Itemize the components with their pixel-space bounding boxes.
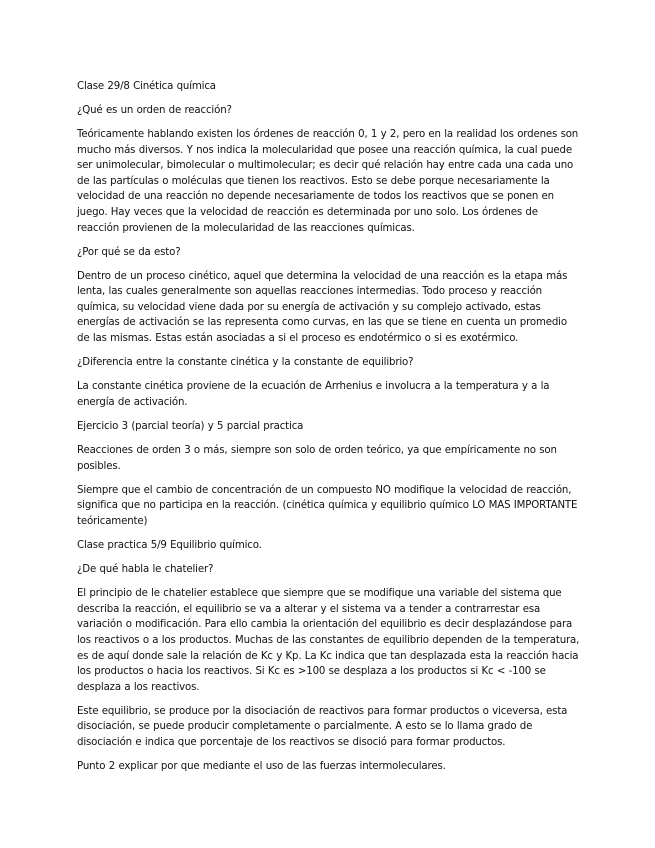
section-title: Clase practica 5/9 Equilibrio químico. bbox=[77, 540, 262, 552]
exercise-heading: Ejercicio 3 (parcial teoría) y 5 parcial practica bbox=[77, 421, 304, 433]
paragraph: El principio de le chatelier establece que siempre que se modifique una variable del sistema que describa la reacción, el equilibrio se va a alterar y el sistema va a tender a contrarrestar esa variación o modificación. Para ello cambia la orientación del equilibrio es decir desplazándose para los reactivos o a los productos. Muchas de las constantes de equilibrio dependen de la temperatura, es de aquí donde sale la relación de Kc y Kp. La Kc indica que tan desplazada esta la reacción hacia los productos o hacia los reactivos. Si Kc es >100 se desplaza a los productos si Kc < -100 se desplaza a los reactivos. bbox=[77, 588, 580, 693]
section-title: Clase 29/8 Cinética química bbox=[77, 81, 216, 92]
paragraph: Teóricamente hablando existen los órdenes de reacción 0, 1 y 2, pero en la realidad los ordenes son mucho más diversos. Y nos indica la molecularidad que posee una reacción química, la cual puede ser unimolecular, bimolecular o multimolecular; es decir qué relación hay entre cada una cada uno de las partículas o moléculas que tienen los reactivos. Esto se debe porque necesariamente la velocidad de una reacción no depende necesariamente de todos los reactivos que se ponen en juego. Hay veces que la velocidad de reacción es determinada por uno solo. Los órdenes de reacción provienen de la molecularidad de las reacciones químicas. bbox=[77, 128, 579, 234]
paragraph: Reacciones de orden 3 o más, siempre son solo de orden teórico, ya que empíricamente no son posibles. bbox=[77, 445, 557, 472]
document-body bbox=[77, 79, 582, 783]
question-heading: ¿Qué es un orden de reacción? bbox=[77, 104, 232, 116]
paragraph: Siempre que el cambio de concentración de un compuesto NO modifique la velocidad de reacción, significa que no participa en la reacción. (cinética química y equilibrio químico LO MAS IMPORTANTE teóricamente) bbox=[77, 484, 578, 527]
question-heading: ¿Diferencia entre la constante cinética y la constante de equilibrio? bbox=[77, 357, 414, 369]
paragraph: La constante cinética proviene de la ecuación de Arrhenius e involucra a la temperatura y a la energía de activación. bbox=[77, 381, 550, 408]
exercise-heading: Punto 2 explicar por que mediante el uso de las fuerzas intermoleculares. bbox=[77, 761, 446, 773]
paragraph: Dentro de un proceso cinético, aquel que determina la velocidad de una reacción es la etapa más lenta, las cuales generalmente son aquellas reacciones intermedias. Todo proceso y reacción química, su velocidad viene dada por su energía de activación y su complejo activado, estas energías de activación se las representa como curvas, en las que se tiene en cuenta un promedio de las mismas. Estas están asociadas a si el proceso es endotérmico o si es exotérmico. bbox=[77, 270, 568, 345]
question-heading: ¿Por qué se da esto? bbox=[77, 246, 181, 258]
paragraph: Este equilibrio, se produce por la disociación de reactivos para formar productos o viceversa, esta disociación, se puede producir completamente o parcialmente. A esto se lo llama grado de disociación e indica que porcentaje de los reactivos se disoció para formar productos. bbox=[77, 705, 568, 749]
question-heading: ¿De qué habla le chatelier? bbox=[77, 564, 214, 576]
